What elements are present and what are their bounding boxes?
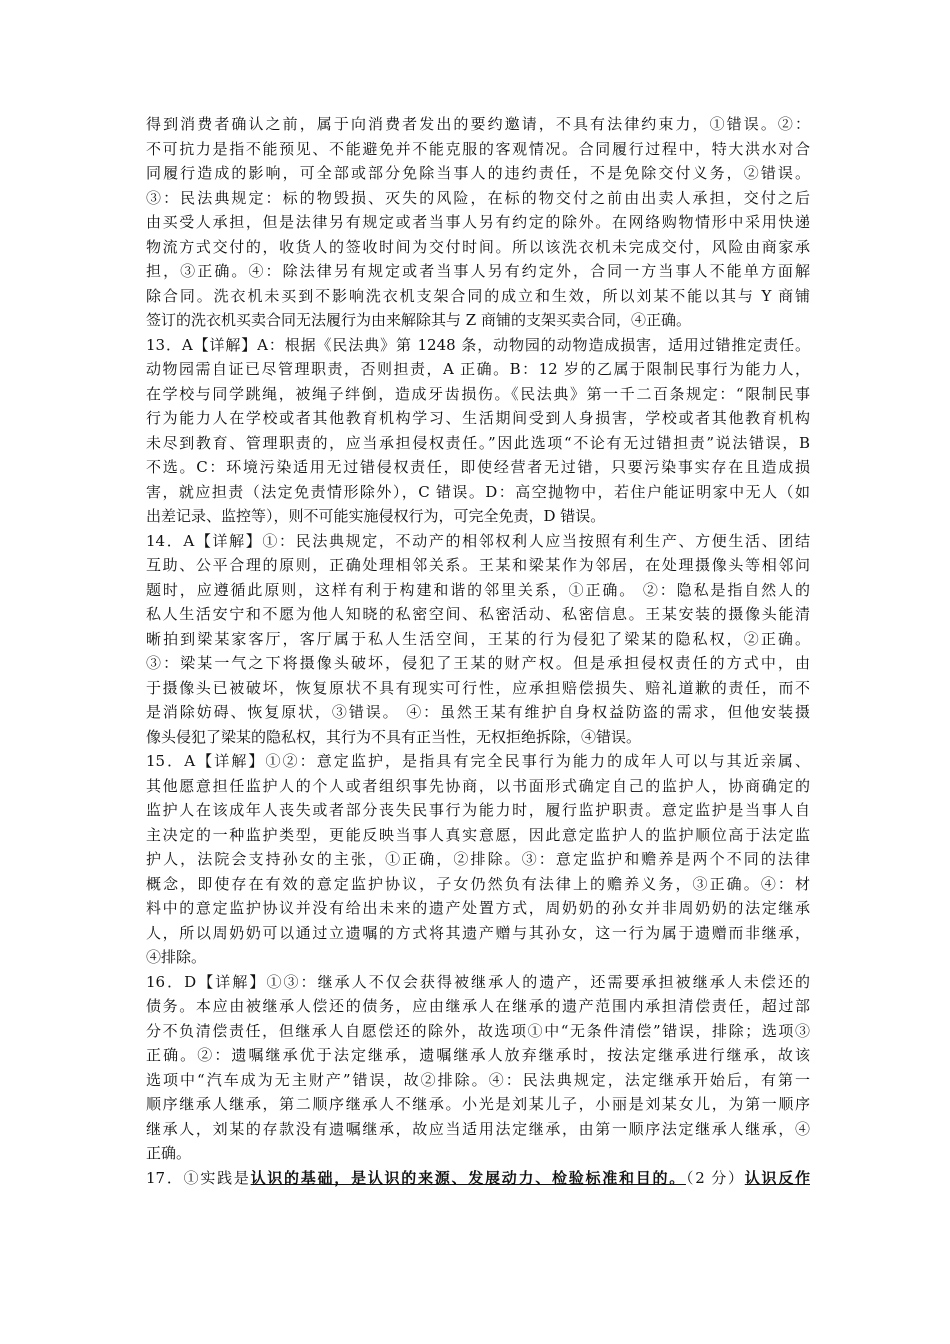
- text-line: 行为能力人在学校或者其他教育机构学习、生活期间受到人身损害，学校或者其他教育机构: [146, 409, 810, 427]
- text-line: [146, 1166, 810, 1191]
- text-line: 选项中“汽车成为无主财产”错误，故②排除。④：民法典规定，法定继承开始后，有第一: [146, 1070, 810, 1089]
- text-line: 由买受人承担，但是法律另有规定或者当事人另有约定的除外。在网络购物情形中采用快递: [146, 213, 810, 231]
- text-line: 其他愿意担任监护人的个人或者组织事先协商，以书面形式确定自己的监护人，协商确定的: [146, 776, 810, 795]
- text-line: 监护人在该成年人丧失或者部分丧失民事行为能力时，履行监护职责。意定监护是当事人自: [146, 801, 810, 819]
- text-line: 13．A【详解】A：根据《民法典》第 1248 条，动物园的动物造成损害，适用过错推定责任。: [146, 335, 810, 354]
- text-line: 于摄像头已被破坏，恢复原状不具有现实可行性，应承担赔偿损失、赔礼道歉的责任，而不: [146, 678, 810, 697]
- text-line: 概念，即使存在有效的意定监护协议，子女仍然负有法律上的赡养义务，③正确。④：材: [146, 874, 810, 893]
- text-line: 16．D【详解】①③：继承人不仅会获得被继承人的遗产，还需要承担被继承人未偿还的: [146, 972, 810, 991]
- text-line: 不选。C：环境污染适用无过错侵权责任，即使经营者无过错，只要污染事实存在且造成损: [146, 458, 810, 476]
- text-line: ③：民法典规定：标的物毁损、灭失的风险，在标的物交付之前由出卖人承担，交付之后: [146, 188, 810, 207]
- answer-14: [146, 529, 810, 750]
- score-note: （2 分）: [685, 1168, 745, 1187]
- text-line: 债务。本应由被继承人偿还的债务，应由继承人在继承的遗产范围内承担清偿责任，超过部: [146, 997, 810, 1015]
- previous-answer-continuation: [146, 112, 810, 333]
- answer-13: [146, 333, 810, 529]
- text-line: 未尽到教育、管理职责的，应当承担侵权责任。”因此选项“不论有无过错担责”说法错误，B: [146, 433, 810, 452]
- text-line: 得到消费者确认之前，属于向消费者发出的要约邀请，不具有法律约束力，①错误。②：: [146, 115, 810, 133]
- text-line: 不可抗力是指不能预见、不能避免并不能克服的客观情况。合同履行过程中，特大洪水对合: [146, 139, 810, 158]
- text-line: ④排除。: [146, 948, 207, 966]
- text-line: 像头侵犯了梁某的隐私权，其行为不具有正当性，无权拒绝拆除，④错误。: [146, 727, 642, 746]
- text-line: 出差记录、监控等），则不可能实施侵权行为，可完全免责，D 错误。: [146, 507, 606, 525]
- text-line: 同履行造成的影响，可全部或部分免除当事人的违约责任，不是免除交付义务，②错误。: [146, 164, 810, 182]
- text-line: 害，就应担责（法定免责情形除外），C 错误。D：高空抛物中，若住户能证明家中无人（如: [146, 482, 810, 501]
- text-line: 担，③正确。④：除法律另有规定或者当事人另有约定外，合同一方当事人不能单方面解: [146, 262, 810, 280]
- text-line: 除合同。洗衣机未买到不影响洗衣机支架合同的成立和生效，所以刘某不能以其与 Y 商铺: [146, 286, 810, 305]
- text-line: 料中的意定监护协议并没有给出未来的遗产处置方式，周奶奶的孙女并非周奶奶的法定继承: [146, 899, 810, 917]
- text-line: 顺序继承人继承，第二顺序继承人不继承。小光是刘某儿子，小丽是刘某女儿，为第一顺序: [146, 1095, 810, 1113]
- text-line: 晰拍到梁某家客厅，客厅属于私人生活空间，王某的行为侵犯了梁某的隐私权，②正确。: [146, 629, 810, 648]
- answer-page: [146, 112, 810, 1190]
- text-line: 动物园需自证已尽管理职责，否则担责，A 正确。B：12 岁的乙属于限制民事行为能力人，: [146, 360, 810, 378]
- text-line: 互助、公平合理的原则，正确处理相邻关系。王某和梁某作为邻居，在处理摄像头等相邻问: [146, 556, 810, 574]
- text-line: 是消除妨碍、恢复原状，③错误。 ④：虽然王某有维护自身权益防盗的需求，但他安装摄: [146, 703, 810, 721]
- text-line: 15．A【详解】①②：意定监护，是指具有完全民事行为能力的成年人可以与其近亲属、: [146, 752, 810, 770]
- text-line: 14．A【详解】①：民法典规定，不动产的相邻权利人应当按照有利生产、方便生活、团结: [146, 531, 810, 550]
- answer-17: [146, 1166, 810, 1191]
- text-line: 题时，应遵循此原则，这样有利于构建和谐的邻里关系，①正确。 ②：隐私是指自然人的: [146, 580, 810, 599]
- text-line: 人，所以周奶奶可以通过立遗嘱的方式将其遗产赠与其孙女，这一行为属于遗赠而非继承，: [146, 923, 810, 942]
- text-line: 护人，法院会支持孙女的主张，①正确，②排除。③：意定监护和赡养是两个不同的法律: [146, 850, 810, 868]
- text-line: 正确。: [146, 1144, 192, 1162]
- text-line: 主决定的一种监护类型，更能反映当事人真实意愿，因此意定监护人的监护顺位高于法定监: [146, 825, 810, 844]
- text-line: 私人生活安宁和不愿为他人知晓的私密空间、私密活动、私密信息。王某安装的摄像头能清: [146, 605, 810, 623]
- answer-17-prefix: 17．①实践是: [146, 1168, 251, 1187]
- text-line: 分不负清偿责任，但继承人自愿偿还的除外，故选项①中“无条件清偿”错误，排除；选项③: [146, 1021, 810, 1040]
- text-line: 继承人，刘某的存款没有遗嘱继承，故应当适用法定继承，由第一顺序法定继承人继承，④: [146, 1119, 810, 1138]
- text-line: 物流方式交付的，收货人的签收时间为交付时间。所以该洗衣机未完成交付，风险由商家承: [146, 237, 810, 256]
- text-line: 签订的洗衣机买卖合同无法履行为由来解除其与 Z 商铺的支架买卖合同，④正确。: [146, 311, 691, 329]
- answer-15: [146, 749, 810, 970]
- text-line: 在学校与同学跳绳，被绳子绊倒，造成牙齿损伤。《民法典》第一千二百条规定：“限制民事: [146, 384, 810, 403]
- key-point-bold: 认识的基础，是认识的来源、发展动力、检验标准和目的。: [250, 1168, 686, 1187]
- key-point-bold: 认识反作: [744, 1168, 810, 1187]
- text-line: ③：梁某一气之下将摄像头破坏，侵犯了王某的财产权。但是承担侵权责任的方式中，由: [146, 654, 810, 672]
- text-line: 正确。②：遗嘱继承优于法定继承，遗嘱继承人放弃继承时，按法定继承进行继承，故该: [146, 1046, 810, 1064]
- answer-16: [146, 970, 810, 1166]
